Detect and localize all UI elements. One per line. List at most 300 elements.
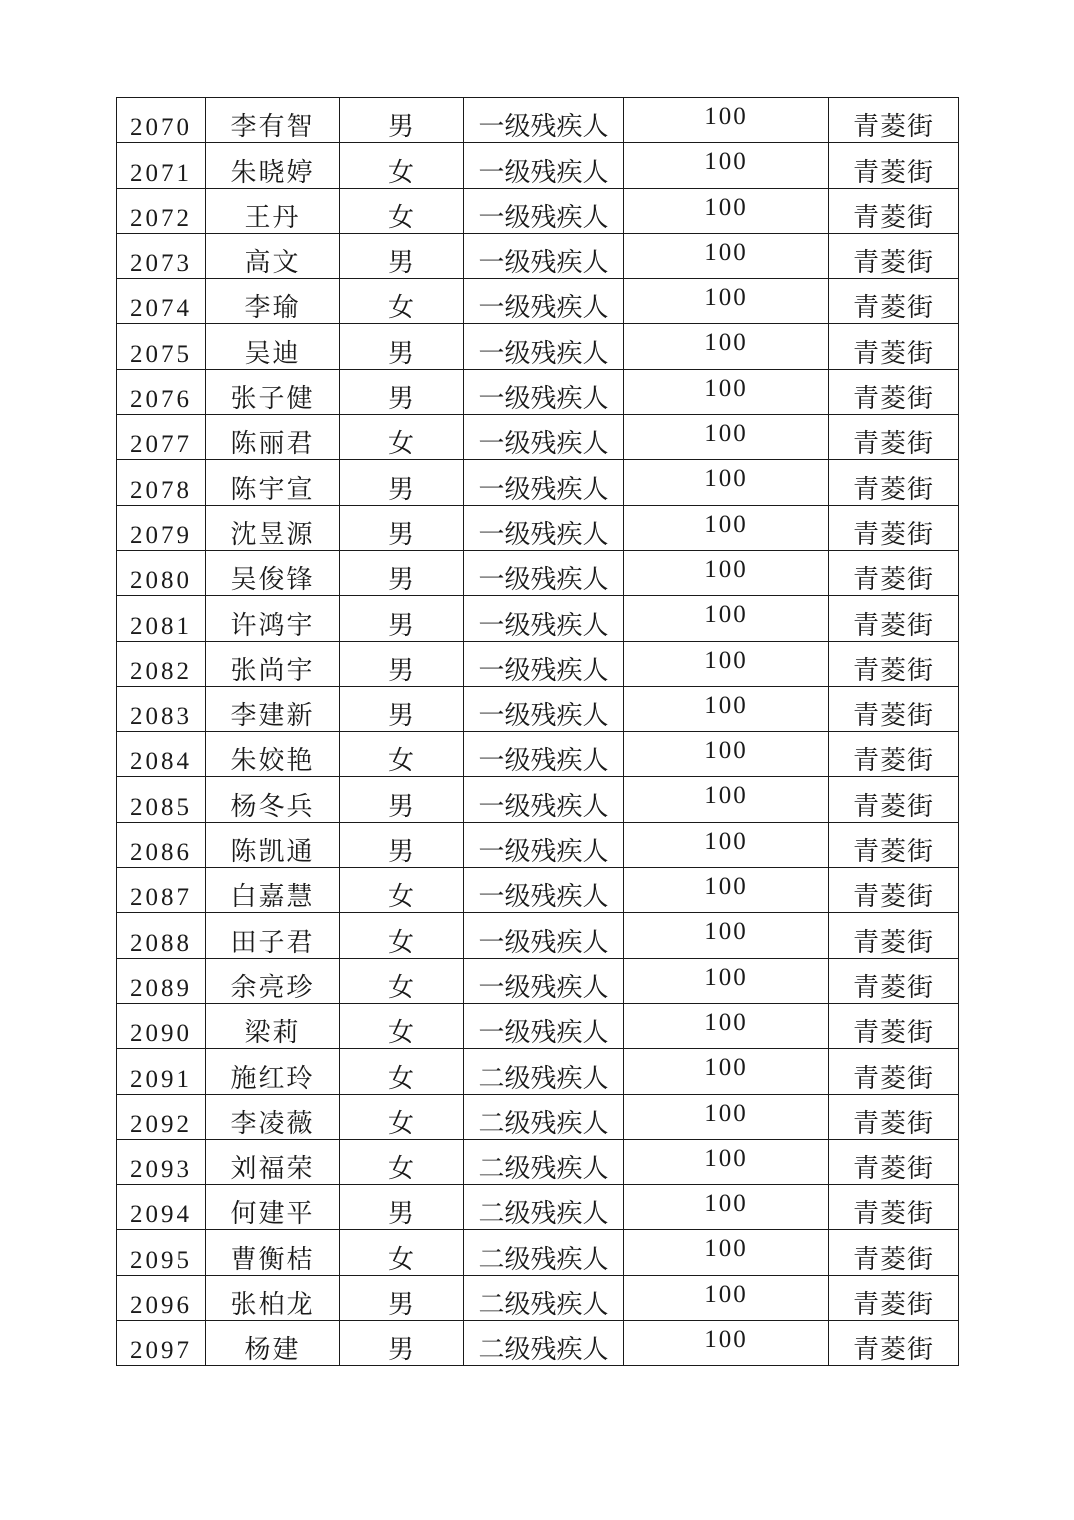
disability-level-cell-text: 一级残疾人: [478, 338, 609, 369]
disability-level-cell: [464, 1185, 624, 1230]
amount-cell-text: 100: [704, 1008, 748, 1036]
street-cell-text: 青菱街: [852, 202, 934, 233]
table-row: [117, 233, 959, 278]
amount-cell: [624, 868, 829, 913]
id-cell: [117, 324, 206, 369]
gender-cell: [340, 1003, 464, 1048]
name-cell: [206, 732, 340, 777]
table-row: [117, 460, 959, 505]
amount-cell-text: 100: [704, 103, 748, 130]
table-row: [117, 143, 959, 188]
gender-cell: [340, 324, 464, 369]
street-cell-text: 青菱街: [852, 1244, 934, 1275]
disability-level-cell: [464, 822, 624, 867]
table-row: [117, 98, 959, 143]
name-cell: [206, 550, 340, 595]
disability-level-cell: [464, 913, 624, 958]
street-cell: [829, 550, 959, 595]
disability-level-cell: [464, 550, 624, 595]
amount-cell-text: 100: [704, 737, 748, 765]
disability-level-cell: [464, 279, 624, 324]
gender-cell: [340, 233, 464, 278]
table-row: [117, 868, 959, 913]
name-cell-text: 施红玲: [230, 1063, 315, 1094]
gender-cell: [340, 868, 464, 913]
name-cell-text: 陈凯通: [230, 837, 315, 868]
id-cell-text: 2081: [130, 612, 192, 640]
street-cell: [829, 958, 959, 1003]
gender-cell: [340, 1139, 464, 1184]
disability-level-cell-text: 一级残疾人: [478, 565, 609, 596]
table-row: [117, 1230, 959, 1275]
disability-level-cell: [464, 686, 624, 731]
disability-level-cell-text: 一级残疾人: [478, 746, 609, 777]
street-cell-text: 青菱街: [852, 1018, 934, 1049]
gender-cell: [340, 279, 464, 324]
street-cell: [829, 1003, 959, 1048]
amount-cell: [624, 1185, 829, 1230]
id-cell: [117, 1003, 206, 1048]
name-cell: [206, 233, 340, 278]
disability-level-cell: [464, 1275, 624, 1320]
street-cell-text: 青菱街: [852, 293, 934, 324]
disability-level-cell: [464, 641, 624, 686]
street-cell: [829, 868, 959, 913]
amount-cell-text: 100: [704, 782, 748, 810]
disability-level-cell-text: 一级残疾人: [478, 1018, 609, 1049]
gender-cell-text: 男: [387, 791, 415, 822]
table-row: [117, 958, 959, 1003]
name-cell-text: 吴俊锋: [230, 565, 315, 596]
disability-level-cell-text: 一级残疾人: [478, 972, 609, 1003]
amount-cell-text: 100: [704, 963, 748, 991]
table-row: [117, 686, 959, 731]
name-cell: [206, 1230, 340, 1275]
name-cell-text: 李凌薇: [230, 1108, 315, 1139]
name-cell-text: 王丹: [244, 202, 301, 233]
amount-cell: [624, 98, 829, 143]
gender-cell: [340, 732, 464, 777]
disability-level-cell-text: 二级残疾人: [478, 1108, 609, 1139]
gender-cell: [340, 777, 464, 822]
gender-cell-text: 男: [387, 1290, 415, 1321]
id-cell-text: 2084: [130, 748, 192, 776]
street-cell: [829, 732, 959, 777]
name-cell-text: 余亮珍: [230, 972, 315, 1003]
table-row: [117, 1094, 959, 1139]
id-cell: [117, 460, 206, 505]
id-cell-text: 2080: [130, 567, 192, 595]
disability-level-cell-text: 二级残疾人: [478, 1290, 609, 1321]
table-row: [117, 641, 959, 686]
id-cell-text: 2092: [130, 1110, 192, 1138]
amount-cell-text: 100: [704, 827, 748, 855]
gender-cell-text: 男: [387, 837, 415, 868]
gender-cell: [340, 505, 464, 550]
name-cell-text: 许鸿宇: [230, 610, 315, 641]
street-cell: [829, 1185, 959, 1230]
gender-cell-text: 男: [387, 474, 415, 505]
amount-cell: [624, 188, 829, 233]
table-body: [117, 98, 959, 1366]
disability-level-cell-text: 一级残疾人: [478, 429, 609, 460]
id-cell-text: 2094: [130, 1201, 192, 1229]
amount-cell: [624, 1230, 829, 1275]
id-cell-text: 2075: [130, 340, 192, 368]
table-row: [117, 1321, 959, 1366]
name-cell: [206, 1139, 340, 1184]
name-cell: [206, 1094, 340, 1139]
name-cell: [206, 1049, 340, 1094]
gender-cell: [340, 958, 464, 1003]
street-cell: [829, 777, 959, 822]
street-cell: [829, 233, 959, 278]
street-cell: [829, 143, 959, 188]
street-cell-text: 青菱街: [852, 837, 934, 868]
amount-cell-text: 100: [704, 1280, 748, 1308]
id-cell-text: 2073: [130, 250, 192, 278]
street-cell-text: 青菱街: [852, 701, 934, 732]
street-cell-text: 青菱街: [852, 1290, 934, 1321]
amount-cell-text: 100: [704, 873, 748, 901]
id-cell-text: 2076: [130, 386, 192, 414]
amount-cell-text: 100: [704, 238, 748, 266]
gender-cell: [340, 1275, 464, 1320]
street-cell: [829, 369, 959, 414]
amount-cell-text: 100: [704, 1054, 748, 1082]
street-cell: [829, 1321, 959, 1366]
street-cell: [829, 686, 959, 731]
amount-cell-text: 100: [704, 1099, 748, 1127]
name-cell-text: 朱姣艳: [230, 746, 315, 777]
street-cell-text: 青菱街: [852, 1108, 934, 1139]
gender-cell: [340, 1230, 464, 1275]
disability-level-cell: [464, 460, 624, 505]
street-cell: [829, 279, 959, 324]
amount-cell: [624, 505, 829, 550]
id-cell: [117, 686, 206, 731]
disability-level-cell: [464, 505, 624, 550]
id-cell-text: 2096: [130, 1292, 192, 1320]
name-cell-text: 梁莉: [244, 1018, 301, 1049]
name-cell: [206, 143, 340, 188]
street-cell-text: 青菱街: [852, 1063, 934, 1094]
street-cell-text: 青菱街: [852, 384, 934, 415]
amount-cell-text: 100: [704, 918, 748, 946]
amount-cell-text: 100: [704, 374, 748, 402]
name-cell: [206, 324, 340, 369]
gender-cell-text: 女: [387, 1244, 415, 1275]
gender-cell-text: 男: [387, 701, 415, 732]
name-cell: [206, 913, 340, 958]
id-cell: [117, 98, 206, 143]
disability-level-cell-text: 二级残疾人: [478, 1063, 609, 1094]
table-row: [117, 732, 959, 777]
name-cell: [206, 188, 340, 233]
amount-cell-text: 100: [704, 1326, 748, 1354]
amount-cell: [624, 958, 829, 1003]
disability-level-cell: [464, 868, 624, 913]
street-cell: [829, 188, 959, 233]
gender-cell-text: 男: [387, 565, 415, 596]
id-cell: [117, 641, 206, 686]
gender-cell: [340, 1185, 464, 1230]
amount-cell-text: 100: [704, 329, 748, 357]
id-cell-text: 2083: [130, 703, 192, 731]
disability-level-cell: [464, 415, 624, 460]
id-cell-text: 2078: [130, 476, 192, 504]
gender-cell-text: 女: [387, 1154, 415, 1185]
name-cell-text: 刘福荣: [230, 1154, 315, 1185]
gender-cell: [340, 1321, 464, 1366]
amount-cell: [624, 550, 829, 595]
disability-level-cell: [464, 98, 624, 143]
name-cell-text: 张子健: [230, 384, 315, 415]
gender-cell-text: 男: [387, 519, 415, 550]
amount-cell: [624, 1321, 829, 1366]
id-cell: [117, 233, 206, 278]
street-cell-text: 青菱街: [852, 655, 934, 686]
amount-cell-text: 100: [704, 284, 748, 312]
name-cell: [206, 460, 340, 505]
disability-level-cell-text: 一级残疾人: [478, 202, 609, 233]
name-cell: [206, 1003, 340, 1048]
street-cell-text: 青菱街: [852, 157, 934, 188]
street-cell-text: 青菱街: [852, 927, 934, 958]
id-cell-text: 2085: [130, 793, 192, 821]
gender-cell-text: 女: [387, 1018, 415, 1049]
amount-cell: [624, 279, 829, 324]
amount-cell-text: 100: [704, 1235, 748, 1263]
gender-cell: [340, 822, 464, 867]
amount-cell-text: 100: [704, 193, 748, 221]
disability-level-cell: [464, 1049, 624, 1094]
id-cell-text: 2091: [130, 1065, 192, 1093]
recipient-table: [116, 97, 959, 1366]
street-cell: [829, 460, 959, 505]
table-row: [117, 913, 959, 958]
amount-cell: [624, 1139, 829, 1184]
name-cell-text: 杨冬兵: [230, 791, 315, 822]
gender-cell: [340, 143, 464, 188]
amount-cell: [624, 596, 829, 641]
id-cell: [117, 505, 206, 550]
street-cell-text: 青菱街: [852, 791, 934, 822]
gender-cell: [340, 188, 464, 233]
gender-cell: [340, 460, 464, 505]
amount-cell: [624, 369, 829, 414]
amount-cell: [624, 822, 829, 867]
name-cell-text: 李有智: [230, 112, 315, 143]
amount-cell-text: 100: [704, 420, 748, 448]
id-cell-text: 2079: [130, 521, 192, 549]
document-page: [116, 97, 958, 1366]
name-cell: [206, 958, 340, 1003]
name-cell: [206, 415, 340, 460]
id-cell: [117, 1049, 206, 1094]
name-cell: [206, 868, 340, 913]
name-cell: [206, 822, 340, 867]
street-cell: [829, 1139, 959, 1184]
id-cell: [117, 143, 206, 188]
gender-cell: [340, 98, 464, 143]
street-cell-text: 青菱街: [852, 519, 934, 550]
table-row: [117, 505, 959, 550]
id-cell: [117, 369, 206, 414]
disability-level-cell: [464, 958, 624, 1003]
id-cell: [117, 868, 206, 913]
name-cell-text: 朱晓婷: [230, 157, 315, 188]
name-cell: [206, 98, 340, 143]
amount-cell-text: 100: [704, 646, 748, 674]
table-row: [117, 1275, 959, 1320]
street-cell: [829, 415, 959, 460]
amount-cell-text: 100: [704, 148, 748, 176]
name-cell-text: 杨建: [244, 1335, 301, 1366]
disability-level-cell-text: 一级残疾人: [478, 384, 609, 415]
street-cell-text: 青菱街: [852, 474, 934, 505]
amount-cell-text: 100: [704, 1144, 748, 1172]
table-row: [117, 1003, 959, 1048]
id-cell-text: 2095: [130, 1246, 192, 1274]
gender-cell-text: 男: [387, 112, 415, 143]
name-cell-text: 沈昱源: [230, 519, 315, 550]
name-cell-text: 张柏龙: [230, 1290, 315, 1321]
table-row: [117, 415, 959, 460]
gender-cell-text: 男: [387, 1335, 415, 1366]
name-cell-text: 李瑜: [244, 293, 301, 324]
id-cell: [117, 777, 206, 822]
disability-level-cell: [464, 1139, 624, 1184]
amount-cell-text: 100: [704, 510, 748, 538]
id-cell: [117, 550, 206, 595]
amount-cell-text: 100: [704, 465, 748, 493]
disability-level-cell-text: 二级残疾人: [478, 1199, 609, 1230]
amount-cell-text: 100: [704, 1190, 748, 1218]
gender-cell-text: 女: [387, 429, 415, 460]
street-cell-text: 青菱街: [852, 429, 934, 460]
id-cell-text: 2072: [130, 204, 192, 232]
amount-cell: [624, 460, 829, 505]
id-cell: [117, 1185, 206, 1230]
name-cell-text: 陈宇宣: [230, 474, 315, 505]
disability-level-cell: [464, 596, 624, 641]
amount-cell-text: 100: [704, 555, 748, 583]
amount-cell: [624, 1094, 829, 1139]
name-cell-text: 白嘉慧: [230, 882, 315, 913]
gender-cell-text: 男: [387, 1199, 415, 1230]
amount-cell: [624, 233, 829, 278]
name-cell-text: 何建平: [230, 1199, 315, 1230]
disability-level-cell: [464, 777, 624, 822]
disability-level-cell-text: 二级残疾人: [478, 1244, 609, 1275]
disability-level-cell-text: 一级残疾人: [478, 655, 609, 686]
gender-cell: [340, 686, 464, 731]
street-cell: [829, 641, 959, 686]
disability-level-cell: [464, 233, 624, 278]
street-cell-text: 青菱街: [852, 610, 934, 641]
name-cell: [206, 686, 340, 731]
disability-level-cell-text: 一级残疾人: [478, 791, 609, 822]
id-cell: [117, 415, 206, 460]
gender-cell: [340, 369, 464, 414]
disability-level-cell-text: 一级残疾人: [478, 474, 609, 505]
id-cell-text: 2090: [130, 1020, 192, 1048]
disability-level-cell-text: 一级残疾人: [478, 610, 609, 641]
gender-cell-text: 女: [387, 746, 415, 777]
gender-cell: [340, 913, 464, 958]
name-cell: [206, 641, 340, 686]
name-cell-text: 陈丽君: [230, 429, 315, 460]
gender-cell-text: 男: [387, 655, 415, 686]
table-row: [117, 324, 959, 369]
id-cell-text: 2086: [130, 839, 192, 867]
street-cell-text: 青菱街: [852, 1335, 934, 1366]
street-cell: [829, 1275, 959, 1320]
street-cell: [829, 1230, 959, 1275]
disability-level-cell-text: 一级残疾人: [478, 882, 609, 913]
name-cell: [206, 279, 340, 324]
disability-level-cell-text: 一级残疾人: [478, 927, 609, 958]
street-cell: [829, 98, 959, 143]
id-cell: [117, 1275, 206, 1320]
disability-level-cell-text: 一级残疾人: [478, 837, 609, 868]
disability-level-cell: [464, 1230, 624, 1275]
id-cell: [117, 1230, 206, 1275]
amount-cell: [624, 143, 829, 188]
id-cell: [117, 1139, 206, 1184]
street-cell-text: 青菱街: [852, 746, 934, 777]
amount-cell: [624, 641, 829, 686]
amount-cell: [624, 732, 829, 777]
amount-cell: [624, 1003, 829, 1048]
amount-cell: [624, 913, 829, 958]
amount-cell-text: 100: [704, 601, 748, 629]
street-cell: [829, 596, 959, 641]
id-cell-text: 2088: [130, 929, 192, 957]
street-cell-text: 青菱街: [852, 882, 934, 913]
name-cell: [206, 369, 340, 414]
name-cell: [206, 505, 340, 550]
id-cell: [117, 188, 206, 233]
amount-cell: [624, 777, 829, 822]
id-cell-text: 2077: [130, 431, 192, 459]
table-row: [117, 188, 959, 233]
disability-level-cell-text: 一级残疾人: [478, 157, 609, 188]
id-cell-text: 2097: [130, 1337, 192, 1365]
name-cell-text: 李建新: [230, 701, 315, 732]
disability-level-cell: [464, 1003, 624, 1048]
gender-cell-text: 女: [387, 1063, 415, 1094]
table-row: [117, 369, 959, 414]
amount-cell-text: 100: [704, 691, 748, 719]
disability-level-cell-text: 二级残疾人: [478, 1154, 609, 1185]
disability-level-cell-text: 一级残疾人: [478, 519, 609, 550]
id-cell: [117, 1094, 206, 1139]
gender-cell-text: 男: [387, 384, 415, 415]
gender-cell: [340, 550, 464, 595]
table-row: [117, 1049, 959, 1094]
gender-cell: [340, 1049, 464, 1094]
gender-cell-text: 男: [387, 248, 415, 279]
id-cell: [117, 1321, 206, 1366]
street-cell: [829, 1094, 959, 1139]
disability-level-cell: [464, 324, 624, 369]
street-cell-text: 青菱街: [852, 338, 934, 369]
disability-level-cell: [464, 1321, 624, 1366]
id-cell: [117, 279, 206, 324]
name-cell-text: 张尚宇: [230, 655, 315, 686]
